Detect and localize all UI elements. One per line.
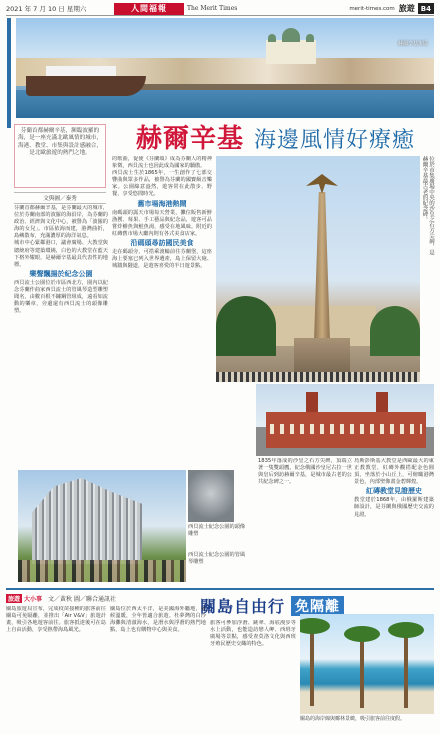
subheading: 樂聲飄揚於紀念公園 (29, 269, 93, 278)
hero-caption: 赫爾辛基市區 (397, 41, 428, 47)
paragraph: 1835年落成的沙皇之石方尖碑，頂端立著一隻雙頭鷹，紀念俄國沙皇尼古拉一世與皇后到訪赫爾辛基，是城市最古老的公共紀念碑之一。 (258, 458, 352, 486)
palm-trunk (360, 634, 364, 708)
title-main: 赫爾辛基 (136, 124, 245, 154)
section-divider (6, 588, 434, 590)
double-headed-eagle (306, 174, 338, 194)
article-column-2 (112, 156, 212, 452)
hero-photo-helsinki-harbor (16, 18, 434, 118)
paragraph: 烏斯彭斯基大教堂是西歐最大的東正教教堂，紅磚外觀搭配金色圓頂，坐落於小山丘上，可俯瞰港灣景色，內部聖像畫金碧輝煌。 (354, 458, 434, 486)
sibelius-monument-photo (18, 470, 186, 582)
masthead-logo: 人間福報 (114, 3, 184, 15)
paragraph: 的歌曲，促使《芬蘭頌》成為芬蘭人的精神象徵，西貝流士也因此成為國家的驕傲。 (112, 156, 212, 170)
palm-trunk (404, 630, 408, 708)
photo-caption: 西貝流士紀念公園的管風琴雕塑 (188, 552, 246, 565)
photo-caption: 西貝流士紀念公園的頭像雕塑 (188, 524, 246, 537)
intro-box: 芬蘭首都赫爾辛基，瀕臨波羅的海，是一座充滿北歐風情的城市，海港、教堂、市集與設計感融合，是北歐旅遊的熱門之地。 (14, 124, 106, 188)
article-column-4 (354, 458, 434, 576)
title-sub: 海邊風情好療癒 (254, 128, 416, 153)
paragraph: 走在碼頭旁，可搭乘渡輪前往芬蘭堡，這座海上要塞已列入世界遺產，島上保留大砲、城牆與隧道，是遊客喜愛的半日遊景點。 (112, 248, 212, 270)
trees (370, 306, 420, 356)
tag-author: 文／黃秋 圖／聯合通訊社 (48, 596, 116, 603)
subheading: 沿碼頭尋訪國民美食 (130, 238, 194, 247)
title-main: 關島自由行 (200, 597, 286, 616)
cathedral-dome (282, 28, 300, 42)
paragraph: 芬蘭首都赫爾辛基，是芬蘭最大的城市，位於芬蘭南部的波羅的海沿岸，為芬蘭的政治、經濟與文化中心，被譽為「波羅的海的女兒」。市區依海而建，港灣曲折，島嶼散布，充滿濃厚的海洋氣息。 (14, 205, 108, 240)
obelisk (314, 192, 330, 342)
monument-photo (216, 156, 420, 382)
crowd (216, 372, 420, 382)
paragraph: 南碼頭的露天市場每天營業，攤位販售新鮮漁獲、莓果、手工藝品與紀念品，遊客可品嘗炸鯡魚與鮭魚湯，感受在地風味。附近的紅磚舊市場大廳內則有各式美食店家。 (112, 209, 212, 237)
guam-column-1 (6, 606, 106, 732)
article-column-1 (14, 205, 108, 465)
article-title (136, 118, 415, 152)
cathedral-dome-right (306, 34, 314, 42)
article-column-3 (258, 458, 352, 526)
organ-pipe-sculpture (32, 478, 142, 564)
subheading: 紅磚教堂見證歷史 (366, 487, 422, 496)
accent-bar (7, 18, 11, 128)
palm-fronds (300, 618, 330, 634)
trees (216, 296, 276, 356)
site-url: merit-times.com (349, 5, 395, 12)
guam-beach-photo (300, 614, 434, 714)
church-photo (256, 384, 434, 456)
palm-fronds (388, 622, 424, 638)
column-tag (6, 594, 116, 603)
issue-date: 2021 年 7 月 10 日 星期六 (6, 5, 87, 13)
sibelius-face-sculpture (188, 470, 234, 522)
page-header (6, 2, 434, 16)
tag-red: 大小事 (24, 596, 43, 603)
page-number: B4 (418, 3, 434, 14)
guam-column-3 (210, 620, 296, 732)
paragraph: 關島旅遊局宣布，完成疫苗接種的旅客前往關島可免隔離，並推出「Air V&V」旅遊計畫，吸引各地遊客前往。旅客抵達後可在島上自由活動，享受熱帶海島風光。 (6, 606, 106, 634)
title-box: 免隔離 (291, 596, 344, 616)
masthead-english: The Merit Times (187, 5, 238, 12)
byline: 文與圖／秦秀 (14, 192, 106, 204)
section-name: 旅遊 (398, 4, 415, 13)
tag-box: 旅遊 (8, 596, 21, 603)
paragraph: 西貝流士公園位於市區西北方，園內以紀念芬蘭作曲家西貝流士的管風琴造型雕塑聞名，由數百根不鏽鋼管組成，遠看如流動的樂章，旁邊還有西貝流士的頭像雕塑。 (14, 279, 108, 315)
cathedral (266, 40, 316, 64)
paragraph: 旅客可參加浮潛、跳傘、海底漫步等水上活動，也能造訪戀人岬、西班牙廣場等景點，感受查莫洛文化與西班牙殖民歷史交織的特色。 (210, 620, 296, 648)
paragraph: 西貝流士生於1865年，一生創作了七部交響曲與眾多作品，被譽為芬蘭的國寶級音樂家。公園綠意盎然，遊客常在此散步、野餐，享受悠閒時光。 (112, 170, 212, 198)
paragraph: 關島位於西太平洋，是美國海外屬地，氣候溫暖，全年皆適合旅遊。杜夢灣的白沙海灘與清澈海水，是潛水與浮潛的熱門地點，島上也有購物中心與美食。 (110, 606, 206, 634)
cathedral-dome-left (268, 34, 276, 42)
palm-fronds (344, 626, 380, 642)
church-windows (270, 424, 422, 434)
ferry-hull (26, 76, 146, 96)
guam-column-2 (110, 606, 206, 732)
beach-caption: 關島的海岸線與椰林景緻，吸引旅客前往度假。 (300, 716, 406, 722)
monument-caption: 位於市集廣場中央的沙皇之石方尖碑，是赫爾辛基最古老的紀念碑。 (421, 156, 434, 255)
paragraph: 教堂建於1868年，由俄羅斯建築師設計，是芬蘭與俄國歷史交流的見證。 (354, 497, 434, 518)
palm-trunk (310, 626, 314, 706)
subheading: 舊市場海港熱鬧 (137, 199, 187, 208)
visitors (18, 560, 186, 582)
paragraph: 城市中心緊鄰港口，議會廣場、大教堂與總統府等建築環繞，白色的大教堂在藍天下格外耀眼，是赫爾辛基最具代表性的地標。 (14, 240, 108, 268)
quay (136, 84, 434, 90)
